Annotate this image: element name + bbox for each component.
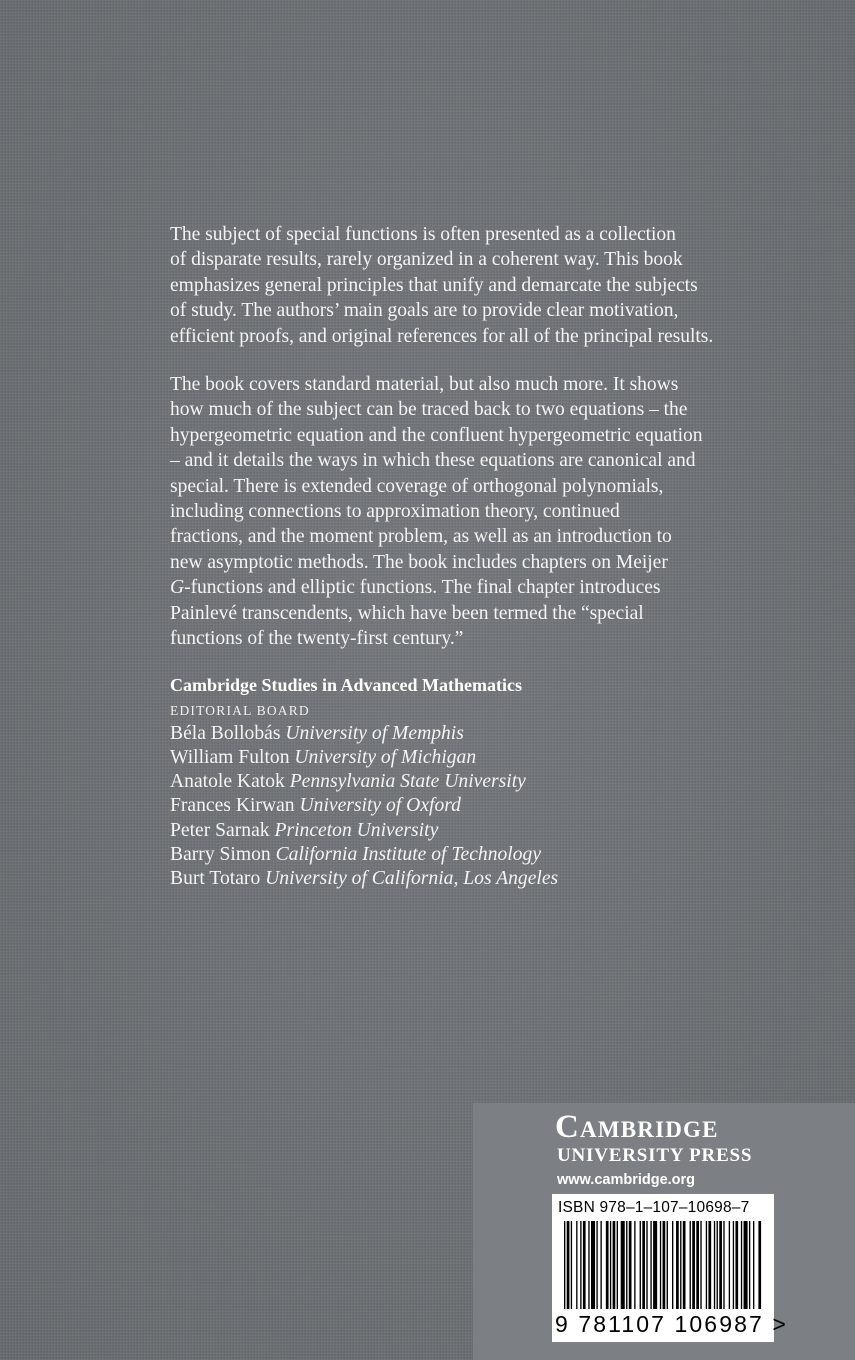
barcode-bar — [749, 1221, 750, 1309]
barcode-bar — [634, 1221, 635, 1309]
barcode-bar — [580, 1221, 581, 1309]
barcode-bar — [706, 1221, 707, 1309]
barcode-bar — [591, 1221, 595, 1309]
barcode-bar — [617, 1221, 618, 1309]
barcode-bar — [723, 1221, 724, 1309]
barcode-bar — [567, 1221, 570, 1309]
isbn-text: ISBN 978–1–107–10698–7 — [558, 1199, 750, 1216]
barcode-bars — [558, 1221, 768, 1311]
barcode-bar — [646, 1221, 647, 1309]
barcode-bar — [613, 1221, 616, 1309]
barcode-bar — [717, 1221, 718, 1309]
board-member: Frances Kirwan University of Oxford — [170, 795, 461, 817]
board-member: Peter Sarnak Princeton University — [170, 819, 439, 841]
barcode-bar — [576, 1221, 577, 1309]
barcode-bar — [583, 1221, 586, 1309]
barcode-bar — [653, 1221, 657, 1309]
barcode-bar — [667, 1221, 668, 1309]
barcode-bar — [741, 1221, 742, 1309]
barcode-bar — [629, 1221, 632, 1309]
barcode-bar — [564, 1221, 565, 1309]
barcode-bar — [729, 1221, 730, 1309]
barcode-bar — [744, 1221, 748, 1309]
barcode-bar — [588, 1221, 589, 1309]
barcode-bar — [696, 1221, 699, 1309]
barcode-digits: 9 781107 106987 > — [555, 1311, 788, 1337]
barcode-bar — [758, 1221, 761, 1309]
barcode-bar — [680, 1221, 681, 1309]
board-member: Barry Simon California Institute of Technology — [170, 843, 542, 865]
board-member: Anatole Katok Pennsylvania State University — [170, 771, 526, 793]
barcode-bar — [606, 1221, 609, 1309]
publisher-logo-name: Cambridge — [555, 1109, 719, 1145]
barcode-bar — [676, 1221, 679, 1309]
barcode-bar — [650, 1221, 651, 1309]
barcode-bar — [571, 1221, 572, 1309]
board-member: William Fulton University of Michigan — [170, 746, 477, 768]
barcode-bar — [735, 1221, 738, 1309]
blurb-paragraph-1: The subject of special functions is often presented as a collection of disparate results, rarely organized in a coherent way. This book emphasizes general principles that unify and demarcate the subjects of study. The authors’ main goals are to provide clear motivation, efficient proofs, and original references for all of the principal results. — [170, 224, 714, 347]
barcode-bar — [690, 1221, 691, 1309]
barcode-bar — [700, 1221, 701, 1309]
barcode-bar — [610, 1221, 611, 1309]
barcode-bar — [663, 1221, 666, 1309]
barcode-bar — [714, 1221, 715, 1309]
barcode-bar — [719, 1221, 722, 1309]
series-title: Cambridge Studies in Advanced Mathematics — [170, 674, 523, 695]
barcode-bar — [600, 1221, 601, 1309]
editorial-board-label: EDITORIAL BOARD — [170, 702, 310, 718]
board-member: Béla Bollobás University of Memphis — [170, 722, 464, 744]
barcode-bar — [640, 1221, 641, 1309]
publisher-subtitle: UNIVERSITY PRESS — [557, 1145, 753, 1166]
barcode-bar — [753, 1221, 754, 1309]
barcode-bar — [642, 1221, 645, 1309]
editorial-board-list — [170, 722, 790, 892]
barcode-label — [552, 1194, 788, 1342]
publisher-url: www.cambridge.org — [557, 1172, 696, 1188]
g-functions-letter: G — [170, 577, 185, 599]
board-member: Burt Totaro University of California, Los Angeles — [170, 868, 559, 890]
barcode-bar — [621, 1221, 625, 1309]
barcode-bar — [660, 1221, 661, 1309]
barcode-bar — [626, 1221, 627, 1309]
barcode-bar — [733, 1221, 734, 1309]
back-cover-text — [170, 222, 790, 892]
barcode-bar — [692, 1221, 695, 1309]
barcode-bar — [672, 1221, 673, 1309]
barcode-bar — [708, 1221, 711, 1309]
barcode-bar — [596, 1221, 597, 1309]
barcode-bar — [683, 1221, 686, 1309]
blurb-paragraph-2: The book covers standard material, but also much more. It shows how much of the subject can be traced back to two equations – the hypergeometric equation and the confluent hypergeometric equation – and it details the ways in which these equations are canonical and special. There is extended coverage of orthogonal polynomials, including connections to approximation theory, continued fractions, and the moment problem, as well as an introduction to new asymptotic methods. The book includes chapters on Meijer G-functions and elliptic functions. The final chapter introduces Painlevé transcendents, which have been termed the “special functions of the twenty-first century.” — [170, 374, 703, 650]
